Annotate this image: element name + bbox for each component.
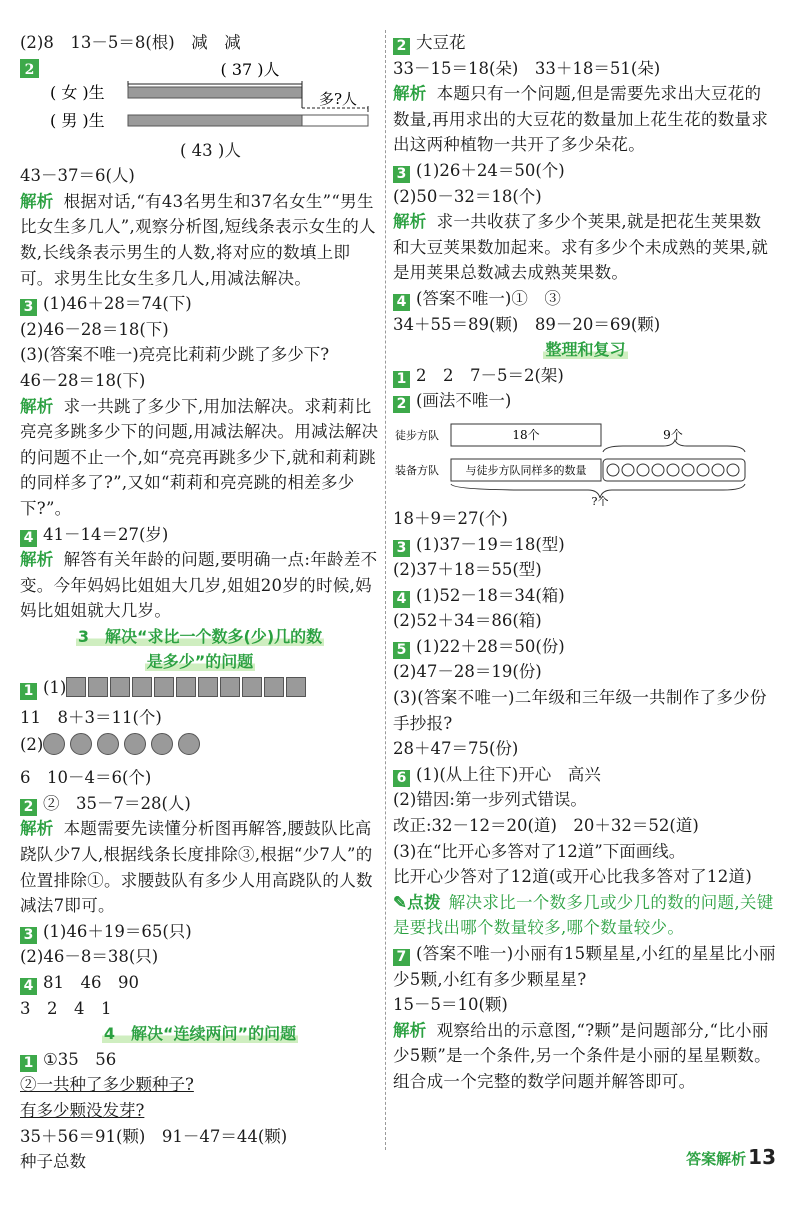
answer-line: 28＋47＝75(份) — [393, 739, 519, 759]
answer-line: 1 (1) — [20, 675, 380, 705]
answer-line: 4 (1)52－18＝34(箱) — [393, 583, 778, 609]
answer-line: ②一共种了多少颗种子? — [20, 1075, 194, 1095]
question-number: 2 — [393, 396, 410, 413]
count-circle — [697, 464, 709, 476]
walk-count: 18个 — [512, 427, 540, 442]
question-number: 4 — [393, 591, 410, 608]
count-circle — [682, 464, 694, 476]
section-title-cont: 是多少”的问题 — [146, 652, 254, 672]
gender-bar-svg — [20, 56, 380, 138]
question-number: 1 — [393, 371, 410, 388]
question-number: 4 — [20, 978, 37, 995]
question-number: 1 — [20, 1055, 37, 1072]
bar-diagram — [20, 56, 380, 138]
nine-label: 9个 — [663, 427, 683, 442]
analysis-paragraph: 解析 求一共跳了多少下,用加法解决。求莉莉比亮亮多跳多少下的问题,用减法解决。用减法解决的问题不止一个,如“亮亮再跳多少下,就和莉莉跳的同样多了?”,又如“莉莉和亮亮跳的相差多少下?”。 — [20, 396, 379, 518]
analysis-label: 解析 — [20, 550, 54, 570]
section-title: 整理和复习 — [545, 340, 626, 360]
question-number: 3 — [20, 927, 37, 944]
page-number: 13 — [748, 1145, 776, 1169]
analysis-label: 解析 — [20, 191, 54, 211]
answer-line: (2)47－28＝19(份) — [393, 662, 542, 682]
answer-line: 35＋56＝91(颗) 91－47＝44(颗) — [20, 1126, 288, 1146]
team-diagram — [393, 414, 778, 506]
answer-line: 4 (答案不唯一)① ③ — [393, 286, 778, 312]
analysis-label: 解析 — [393, 84, 427, 104]
team-diagram-svg — [393, 414, 778, 506]
question-number: 5 — [393, 642, 410, 659]
answer-line: 3 (1)46＋19＝65(只) — [20, 919, 380, 945]
answer-line: 46－28＝18(下) — [20, 370, 146, 390]
count-circle — [637, 464, 649, 476]
total-label: ?个 — [591, 494, 609, 506]
analysis-label: 解析 — [393, 1020, 427, 1040]
answer-line: 3 2 4 1 — [20, 998, 112, 1018]
count-circle — [607, 464, 619, 476]
answer-line: 5 (1)22＋28＝50(份) — [393, 634, 778, 660]
question-number: 3 — [393, 166, 410, 183]
answer-line: 比开心少答对了12道(或开心比我多答对了12道) — [393, 867, 753, 887]
male-bar-extra — [302, 115, 368, 126]
circle-row — [43, 733, 205, 765]
circle-group — [607, 464, 739, 476]
question-number: 4 — [20, 530, 37, 547]
female-bar — [128, 87, 302, 98]
question-number: 6 — [393, 770, 410, 787]
answer-line: 3 (1)46＋28＝74(下) — [20, 291, 380, 317]
analysis-label: 解析 — [20, 396, 54, 416]
answer-line: (3)(答案不唯一)亮亮比莉莉少跳了多少下? — [20, 345, 330, 365]
answer-line: 2 ② 35－7＝28(人) — [20, 791, 380, 817]
question-number: 1 — [20, 683, 37, 700]
analysis-label: 解析 — [393, 212, 427, 232]
answer-line: (2)8 13－5＝8(根) 减 减 — [20, 33, 241, 52]
answer-line: (2) — [20, 730, 380, 765]
answer-line: (2)37＋18＝55(型) — [393, 560, 542, 580]
answer-line: 种子总数 — [20, 1152, 86, 1172]
answer-line: 34＋55＝89(颗) 89－20＝69(颗) — [393, 314, 661, 334]
answer-line: 1 2 2 7－5＝2(架) — [393, 363, 778, 389]
question-number: 2 — [24, 61, 35, 78]
section-title: 3 解决“求比一个数多(少)几的数 — [77, 626, 323, 646]
question-number: 3 — [20, 299, 37, 316]
male-label: ( 男 )生 — [50, 110, 105, 130]
count-circle — [652, 464, 664, 476]
analysis-paragraph: 解析 根据对话,“有43名男生和37名女生”“男生比女生多几人”,观察分析图,短线条表示女生的人数,长线条表示男生的人数,将对应的数填上即可。求男生比女生多几人,用减法解决。 — [20, 191, 376, 288]
answer-line: (2)46－8＝38(只) — [20, 947, 159, 967]
question-number: 2 — [20, 799, 37, 816]
tip-label: ✎点拨 — [393, 892, 441, 912]
answer-line: 6 10－4＝6(个) — [20, 768, 152, 788]
bottom-label: ( 43 )人 — [180, 140, 241, 160]
answer-line: 7 (答案不唯一)小丽有15颗星星,小红的星星比小丽少5颗,小红有多少颗星星? — [393, 944, 776, 989]
answer-line: (2)52＋34＝86(箱) — [393, 611, 542, 631]
top-label: ( 37 )人 — [220, 59, 280, 79]
count-circle — [667, 464, 679, 476]
left-column — [20, 30, 380, 1175]
analysis-paragraph: 解析 求一共收获了多少个荚果,就是把花生荚果数和大豆荚果数加起来。求有多少个未成熟的荚果,就是用荚果总数减去成熟荚果数。 — [393, 212, 769, 283]
answer-line: 3 (1)37－19＝18(型) — [393, 532, 778, 558]
answer-line: 4 81 46 90 — [20, 970, 380, 996]
analysis-paragraph: 解析 本题需要先读懂分析图再解答,腰鼓队比高跷队少7人,根据线条长度排除③,根据“少7人”的位置排除①。求腰鼓队有多少人用高跷队的人数减法7即可。 — [20, 819, 373, 916]
answer-line: 43－37＝6(人) — [20, 166, 135, 186]
question-number: 3 — [393, 540, 410, 557]
answer-line: 15－5＝10(颗) — [393, 995, 508, 1015]
tip-paragraph: ✎点拨 解决求比一个数多几或少几的数的问题,关键是要找出哪个数量较多,哪个数量较少。 — [393, 892, 774, 938]
answer-line: 1 ①35 56 — [20, 1047, 380, 1073]
equal-text: 与徒步方队同样多的数量 — [465, 463, 587, 477]
pen-icon: ✎ — [393, 892, 408, 912]
column-divider — [385, 30, 386, 1150]
male-bar-short — [128, 115, 302, 126]
analysis-paragraph: 解析 观察给出的示意图,“?颗”是问题部分,“比小丽少5颗”是一个条件,另一个条件是小丽的星星颗数。组合成一个完整的数学问题并解答即可。 — [393, 1020, 771, 1091]
right-column — [393, 30, 778, 1095]
analysis-label: 解析 — [20, 819, 54, 839]
answer-line: 2 大豆花 — [393, 30, 778, 56]
answer-line: (2)50－32＝18(个) — [393, 186, 542, 206]
count-circle — [622, 464, 634, 476]
footer-label: 答案解析 — [686, 1150, 747, 1168]
answer-line: 2 (画法不唯一) — [393, 388, 778, 414]
answer-line: 18＋9＝27(个) — [393, 508, 508, 528]
section-title: 4 解决“连续两问”的问题 — [103, 1024, 297, 1044]
square-row — [66, 677, 308, 705]
answer-line: 11 8＋3＝11(个) — [20, 707, 162, 727]
analysis-paragraph: 解析 解答有关年龄的问题,要明确一点:年龄差不变。今年妈妈比姐姐大几岁,姐姐20岁的时候,妈妈比姐姐就大几岁。 — [20, 550, 378, 621]
answer-line: 33－15＝18(朵) 33＋18＝51(朵) — [393, 58, 661, 78]
answer-line: (3)(答案不唯一)二年级和三年级一共制作了多少份手抄报? — [393, 688, 767, 733]
answer-line: (2)46－28＝18(下) — [20, 319, 169, 339]
page-footer — [686, 1145, 776, 1169]
question-number: 7 — [393, 949, 410, 966]
answer-line: (3)在“比开心多答对了12道”下面画线。 — [393, 841, 686, 861]
female-label: ( 女 )生 — [50, 82, 105, 102]
answer-line: 改正:32－12＝20(道) 20＋32＝52(道) — [393, 816, 699, 836]
count-circle — [727, 464, 739, 476]
question-label: 多?人 — [318, 89, 358, 108]
answer-line: 有多少颗没发芽? — [20, 1100, 145, 1120]
answer-line: (2)错因:第一步列式错误。 — [393, 790, 587, 810]
question-number: 4 — [393, 294, 410, 311]
answer-line: 6 (1)(从上往下)开心 高兴 — [393, 762, 778, 788]
answer-line: 4 41－14＝27(岁) — [20, 522, 380, 548]
walk-team-label: 徒步方队 — [395, 428, 439, 442]
question-number: 2 — [393, 38, 410, 55]
equip-team-label: 装备方队 — [395, 463, 439, 477]
count-circle — [712, 464, 724, 476]
analysis-paragraph: 解析 本题只有一个问题,但是需要先求出大豆花的数量,再用求出的大豆花的数量加上花生花的数量求出这两种植物一共开了多少朵花。 — [393, 84, 769, 155]
answer-line: 3 (1)26＋24＝50(个) — [393, 158, 778, 184]
